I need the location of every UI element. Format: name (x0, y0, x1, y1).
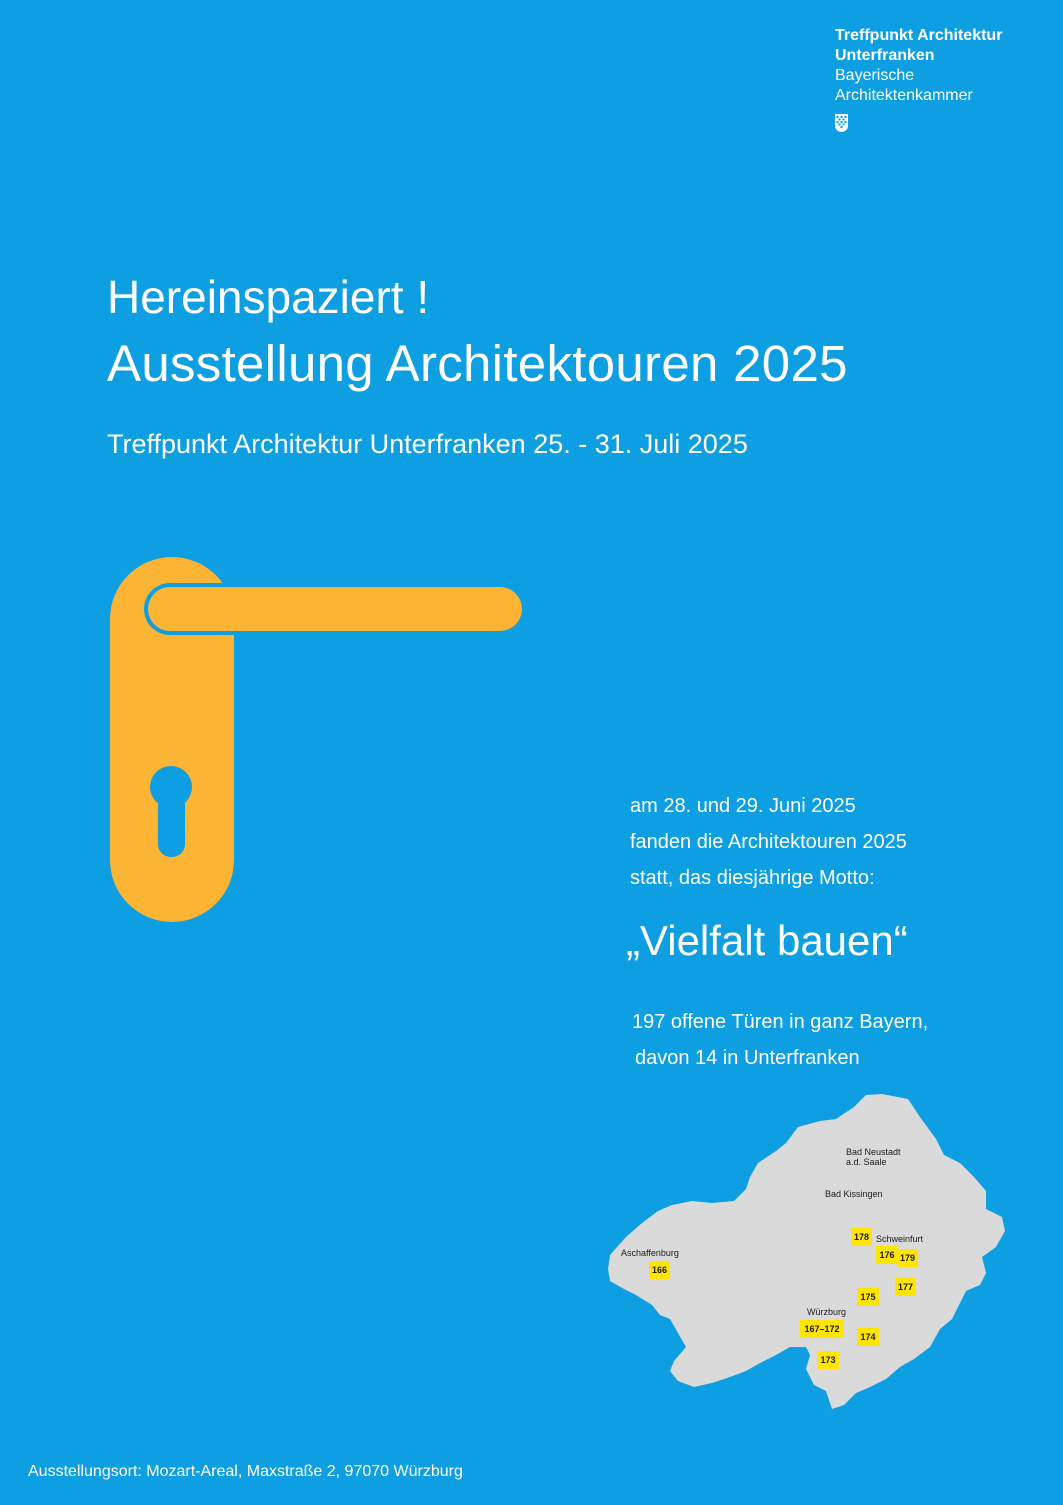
svg-text:174: 174 (860, 1332, 876, 1342)
unterfranken-map (600, 1085, 1020, 1420)
badge-177 (895, 1278, 916, 1296)
badge-179 (897, 1249, 918, 1267)
place-bad-neustadt-1: Bad Neustadt (846, 1147, 901, 1157)
bavarian-crest-icon (835, 114, 848, 132)
info-line-1: am 28. und 29. Juni 2025 (630, 795, 856, 817)
svg-text:179: 179 (899, 1253, 916, 1263)
title-line-1: Hereinspaziert ! (107, 271, 430, 323)
logo-line-1: Treffpunkt Architektur (835, 27, 1003, 44)
doors-line-2: davon 14 in Unterfranken (635, 1047, 860, 1069)
svg-text:177: 177 (897, 1282, 914, 1292)
logo-line-2: Unterfranken (835, 47, 935, 64)
doors-line-1: 197 offene Türen in ganz Bayern, (632, 1011, 929, 1033)
motto: „Vielfalt bauen“ (626, 917, 908, 964)
svg-text:178: 178 (853, 1232, 870, 1242)
svg-text:166: 166 (651, 1265, 668, 1275)
place-bad-kissingen: Bad Kissingen (825, 1189, 883, 1199)
badge-173 (817, 1351, 839, 1369)
svg-text:176: 176 (879, 1250, 895, 1260)
badge-166 (649, 1261, 670, 1279)
info-line-2: fanden die Architektouren 2025 (630, 831, 907, 853)
door-handle-icon (100, 545, 540, 935)
place-wuerzburg: Würzburg (807, 1307, 847, 1317)
subtitle: Treffpunkt Architektur Unterfranken 25. - 31. Juli 2025 (107, 429, 748, 459)
info-line-3: statt, das diesjährige Motto: (630, 867, 875, 889)
place-schweinfurt: Schweinfurt (876, 1234, 924, 1244)
badge-175 (857, 1288, 879, 1306)
door-count-text (632, 1004, 928, 1076)
logo-line-4: Architektenkammer (835, 87, 973, 104)
svg-text:167–172: 167–172 (804, 1324, 840, 1334)
badge-167-172 (800, 1320, 844, 1338)
badge-174 (857, 1328, 879, 1346)
exhibition-location: Ausstellungsort: Mozart-Areal, Maxstraße 2, 97070 Würzburg (28, 1463, 463, 1480)
badge-176 (876, 1246, 898, 1264)
place-aschaffenburg: Aschaffenburg (621, 1248, 679, 1258)
logo-line-3: Bayerische (835, 67, 915, 84)
title-line-2: Ausstellung Architektouren 2025 (107, 335, 848, 392)
badge-178 (851, 1228, 872, 1246)
logo-block (835, 26, 1045, 132)
event-info (630, 788, 907, 896)
svg-text:175: 175 (860, 1292, 876, 1302)
place-bad-neustadt-2: a.d. Saale (846, 1157, 887, 1167)
svg-text:173: 173 (820, 1355, 836, 1365)
